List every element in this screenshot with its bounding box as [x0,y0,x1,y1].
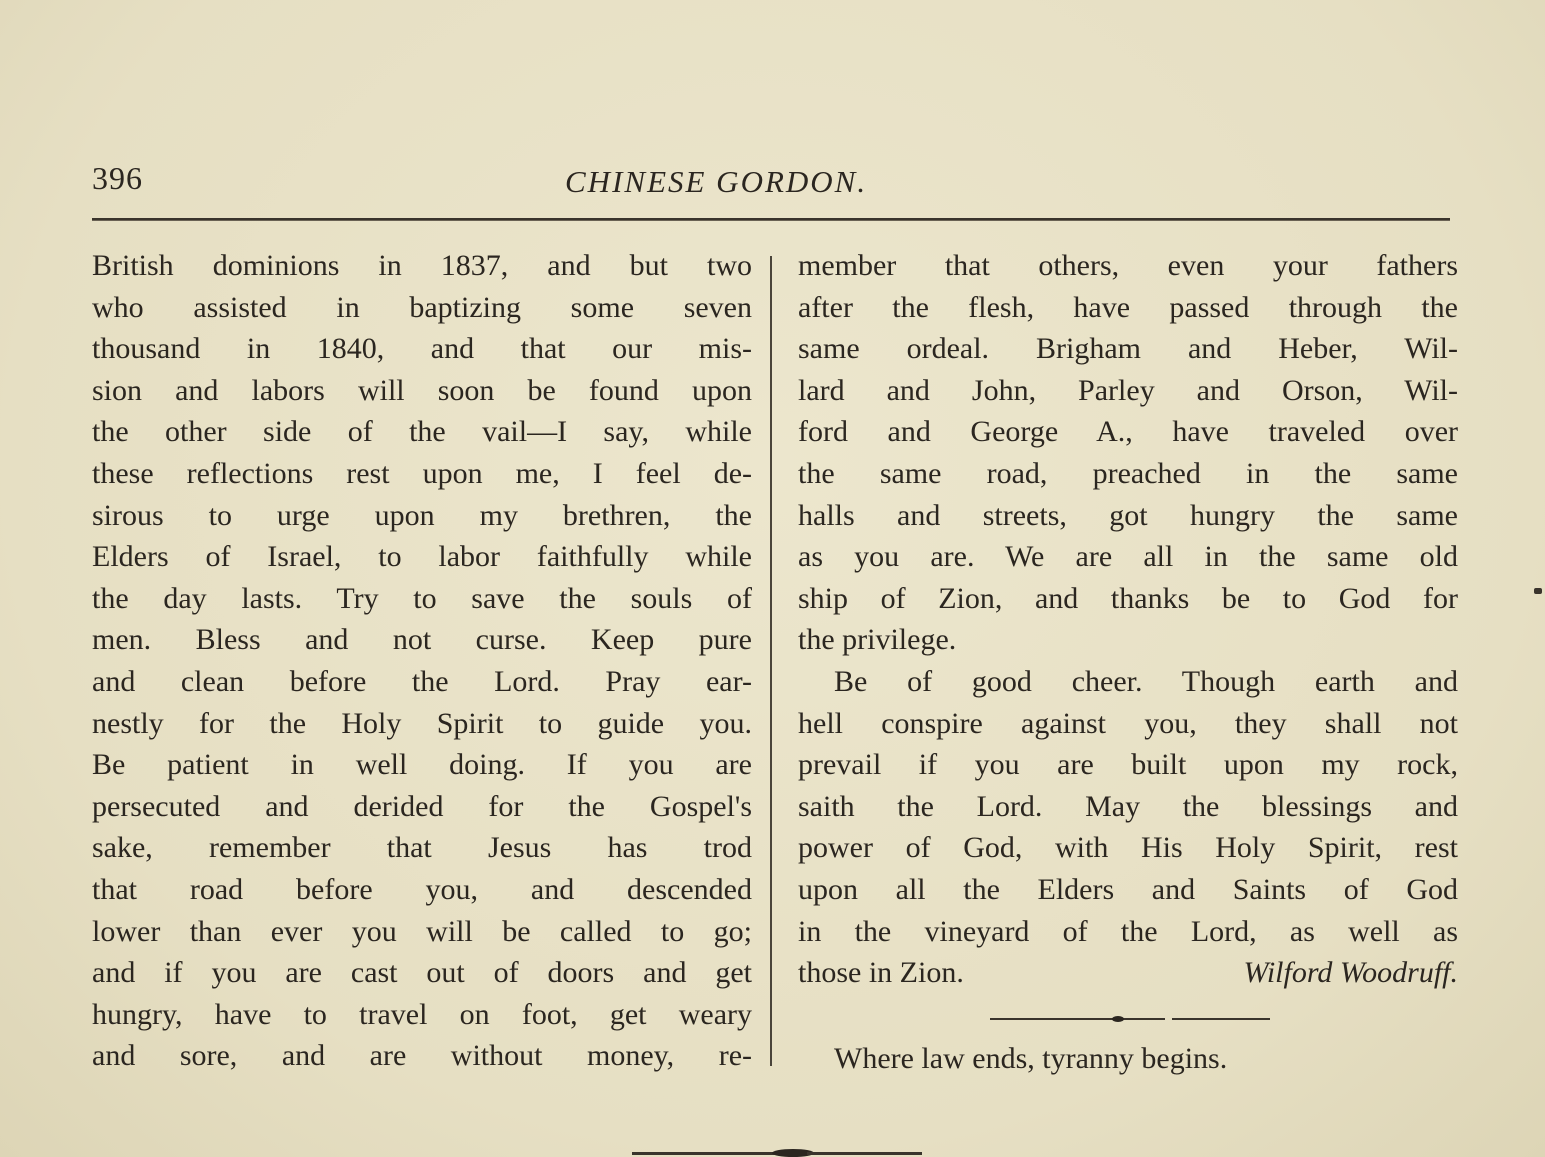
text-line: these reflections rest upon me, I feel de- [92,456,752,490]
text-line: who assisted in baptizing some seven [92,290,752,324]
text-line: in the vineyard of the Lord, as well as [798,914,1458,948]
text-line: nestly for the Holy Spirit to guide you. [92,706,752,740]
text-line: hell conspire against you, they shall not [798,706,1458,740]
text-line: Elders of Israel, to labor faithfully while [92,540,752,574]
left-column [92,245,752,1077]
right-column [798,245,1458,994]
text-line: prevail if you are built upon my rock, [798,748,1458,782]
text-line: and sore, and are without money, re- [92,1039,752,1073]
text-line: sirous to urge upon my brethren, the [92,498,752,532]
text-line: halls and streets, got hungry the same [798,498,1458,532]
text-line: power of God, with His Holy Spirit, rest [798,831,1458,865]
text-line: the privilege. [798,623,957,657]
text-line: upon all the Elders and Saints of God [798,872,1458,906]
text-line: lard and John, Parley and Orson, Wil- [798,373,1458,407]
signature-line [798,952,1458,994]
margin-mark [1534,588,1542,594]
text-line: saith the Lord. May the blessings and [798,789,1458,823]
closing-text: those in Zion. [798,956,964,990]
text-line: same ordeal. Brigham and Heber, Wil- [798,332,1458,366]
text-line: sake, remember that Jesus has trod [92,831,752,865]
text-line: ford and George A., have traveled over [798,415,1458,449]
section-separator [990,1016,1270,1022]
text-line: men. Bless and not curse. Keep pure [92,623,752,657]
text-line: that road before you, and descended [92,872,752,906]
text-line: Be patient in well doing. If you are [92,748,752,782]
text-line: persecuted and derided for the Gospel's [92,789,752,823]
running-title: CHINESE GORDON. [565,164,868,199]
text-line: British dominions in 1837, and but two [92,249,752,282]
bottom-ornament [632,1148,922,1157]
text-line: and clean before the Lord. Pray ear- [92,664,752,698]
text-line: as you are. We are all in the same old [798,540,1458,574]
text-line: the other side of the vail—I say, while [92,415,752,449]
text-line: the day lasts. Try to save the souls of [92,581,752,615]
column-divider [770,256,772,1066]
text-line: ship of Zion, and thanks be to God for [798,581,1458,615]
text-line: lower than ever you will be called to go; [92,914,752,948]
text-line: thousand in 1840, and that our mis- [92,332,752,366]
text-line: the same road, preached in the same [798,456,1458,490]
text-line: Be of good cheer. Though earth and [834,664,1458,698]
text-line: hungry, have to travel on foot, get weary [92,997,752,1031]
maxim: Where law ends, tyranny begins. [834,1042,1228,1075]
text-line: sion and labors will soon be found upon [92,373,752,407]
text-line: after the flesh, have passed through the [798,290,1458,324]
page-number: 396 [92,160,143,196]
text-line: member that others, even your fathers [798,249,1458,282]
header-rule [92,218,1450,221]
signature: Wilford Woodruff. [1243,956,1458,990]
text-line: and if you are cast out of doors and get [92,956,752,990]
